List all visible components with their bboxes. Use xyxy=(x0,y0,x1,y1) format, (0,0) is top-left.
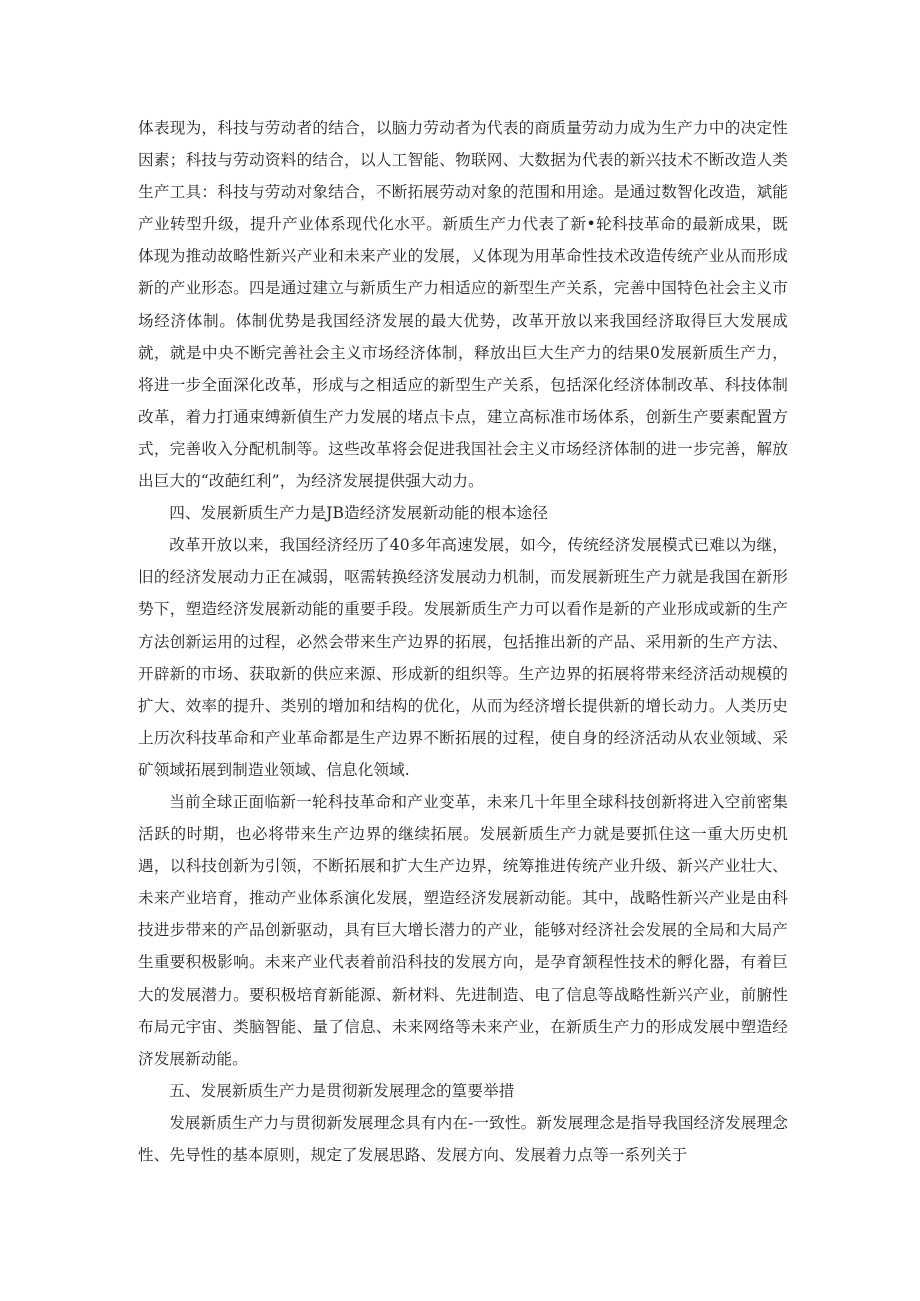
section-heading-4: 四、发展新质生产力是JB造经济发展新动能的根本途径 xyxy=(169,504,549,523)
document-page xyxy=(138,112,788,1171)
paragraph-1: 体表现为，科技与劳动者的结合，以脑力劳动者为代表的商质量劳动力成为生产力中的决定性因素；科技与劳动资料的结合，以人工智能、物联网、大数据为代表的新兴技术不断改造人类生产工具：科技与劳动对象结合，不断拓展劳动对象的范围和用途。是通过数智化改造，斌能产业转型升级，提升产业体系现代化水平。新质生产力代表了新•轮科技革命的最新成果，既体现为推动故略性新兴产业和未来产业的发展，乂体现为用革命性技术改造传统产业从而形成新的产业形态。四是通过建立与新质生产力相适应的新型生产关系，完善中国特色社会主义市场经济体制。体制优势是我国经济发展的最大优势，改革开放以来我国经济取得巨大发展成就，就是中央不断完善社会主义市场经济体制，释放出巨大生产力的结果0发展新质生产力，将进一步全面深化改革，形成与之相适应的新型生产关系，包括深化经济体制改革、科技体制改革，着力打通束缚新偵生产力发展的堵点卡点，建立高标准市场体系，创新生产要素配置方式，完善收入分配机制等。这些改革将会促进我国社会主义市场经济体制的进一步完善，解放出巨大的“改葩红利”，为经济发展提供强大动力。 xyxy=(138,119,788,491)
paragraph-2: 改革开放以来，我国经济经历了40多年高速发展，如今，传统经济发展模式已难以为继，旧的经济发展动力正在减弱，呕需转换经济发展动力机制，而发展新班生产力就是我国在新形势下，塑造经济发展新动能的重要手段。发展新质生产力可以看作是新的产业形成或新的生产方法创新运用的过程，必然会带来生产边界的拓展，包括推出新的产品、采用新的生产方法、开辟新的市场、获取新的供应来源、形成新的组织等。生产边界的拓展将带来经济活动规模的扩大、效率的提升、类别的增加和结构的优化，从而为经济增长提供新的增长动力。人类历史上历次科技革命和产业革命都是生产边界不断拓展的过程，使自身的经济活动从农业领域、采矿领域拓展到制造业领域、信息化领域. xyxy=(138,536,788,779)
paragraph-4: 发展新质生产力与贯彻新发展理念具有内在-一致性。新发展理念是指导我国经济发展理念性、先导性的基本原则，规定了发展思路、发展方向、发展着力点等一系列关于 xyxy=(138,1113,788,1164)
section-heading-5: 五、发展新质生产力是贯彻新发展理念的篁要举措 xyxy=(169,1081,515,1100)
paragraph-3: 当前全球正面临新一轮科技革命和产业变革，未来几十年里全球科技创新将进入空前密集活跃的时期，也必将带来生产边界的继续拓展。发展新质生产力就是要抓住这一重大历史机遇，以科技创新为引领，不断拓展和扩大生产边界，统筹推进传统产业升级、新兴产业壮大、未来产业培育，推动产业体系演化发展，塑造经济发展新动能。其中，战略性新兴产业是由科技进步带来的产品创新驱动，具有巨大增长潜力的产业，能够对经济社会发展的全局和大局产生重要积极影响。未来产业代表着前沿科技的发展方向，是孕育颔程性技术的孵化器，有着巨大的发展潜力。要积极培育新能源、新材料、先进制造、电了信息等战略性新兴产业，前腑性布局元宇宙、类脑智能、量了信息、未来网络等未来产业，在新质生产力的形成发展中塑造经济发展新动能。 xyxy=(138,792,788,1068)
